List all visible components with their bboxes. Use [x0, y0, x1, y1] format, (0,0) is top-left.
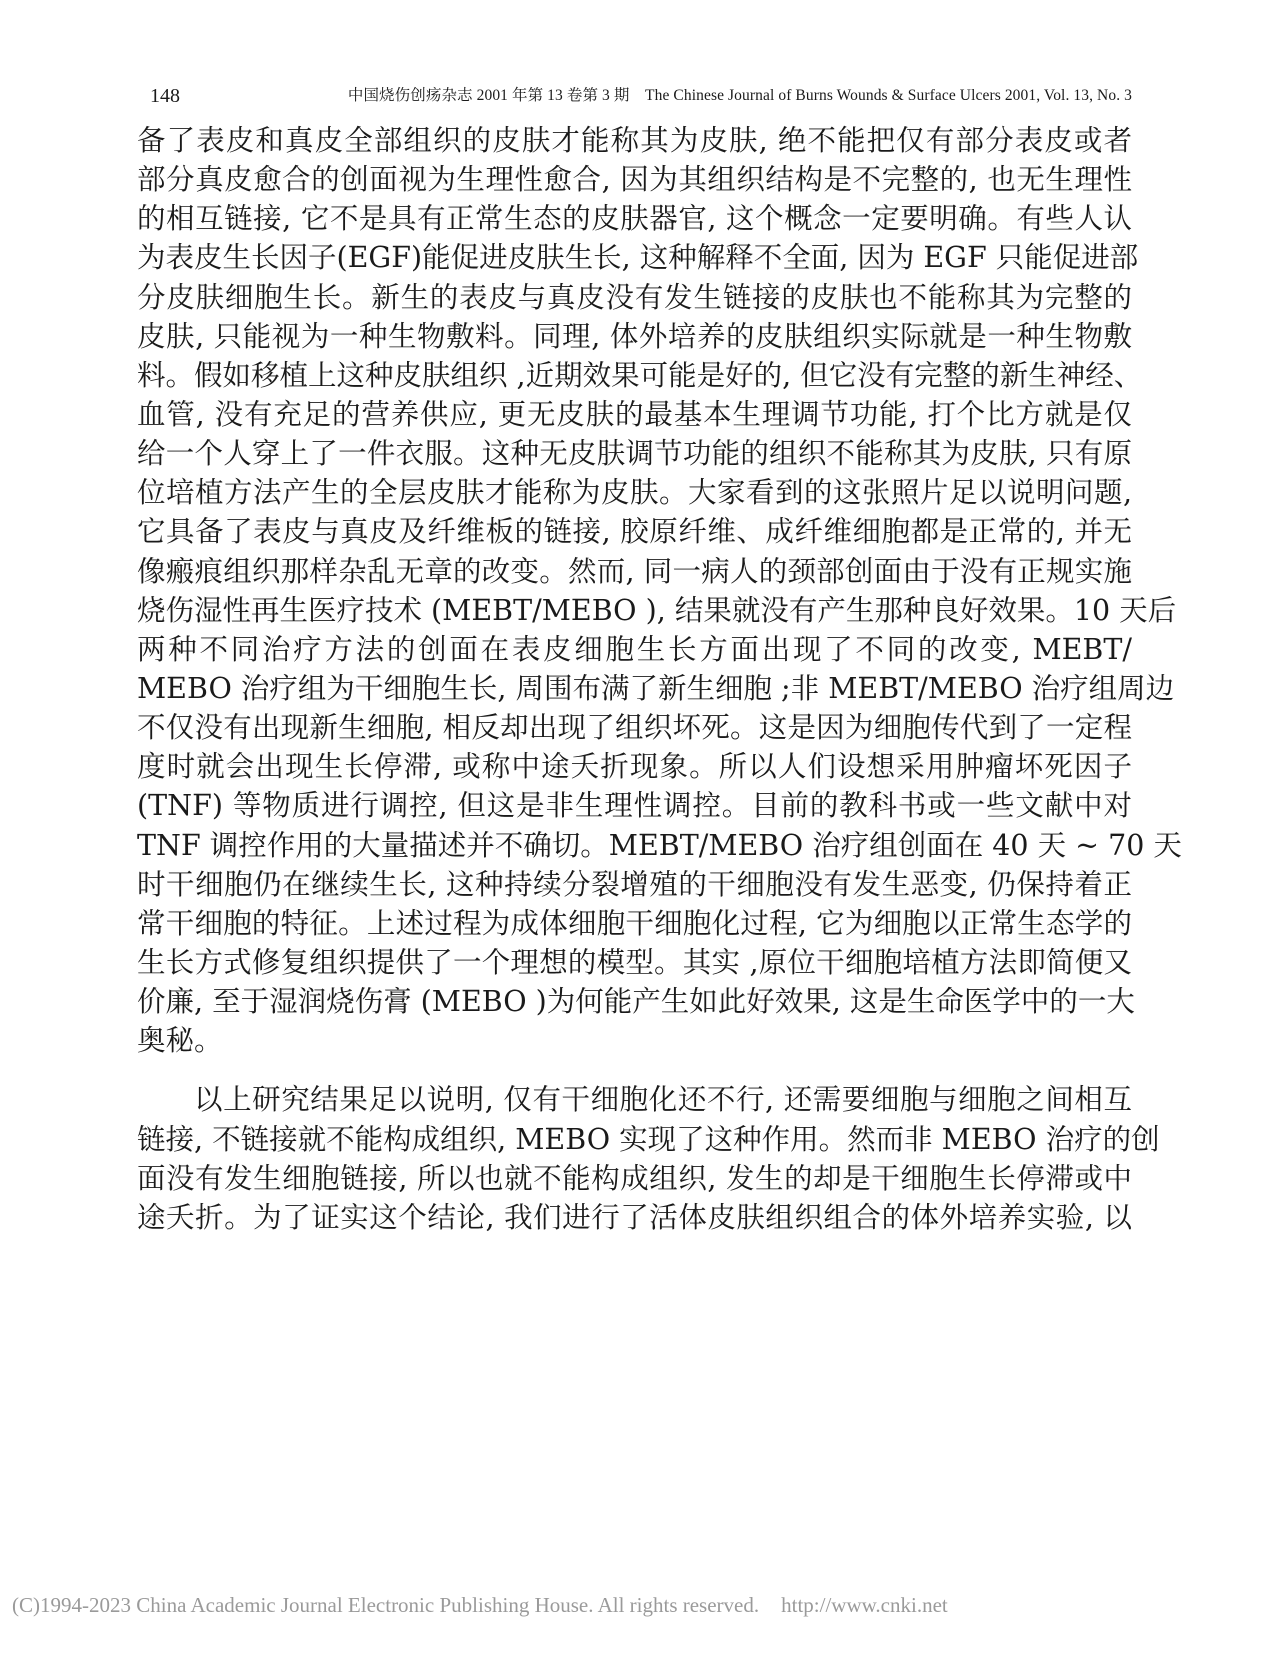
page-number: 148	[150, 85, 180, 107]
text-line: 度时就会出现生长停滞, 或称中途夭折现象。所以人们设想采用肿瘤坏死因子	[137, 750, 1132, 784]
copyright-footer	[12, 1592, 948, 1618]
text-line: 血管, 没有充足的营养供应, 更无皮肤的最基本生理调节功能, 打个比方就是仅	[137, 397, 1132, 431]
paragraph-2	[137, 1080, 1160, 1237]
text-line: 料。假如移植上这种皮肤组织 ,近期效果可能是好的, 但它没有完整的新生神经、	[137, 358, 1143, 392]
text-line: 为表皮生长因子(EGF)能促进皮肤生长, 这种解释不全面, 因为 EGF 只能促进部	[137, 241, 1139, 275]
text-line: MEBO 治疗组为干细胞生长, 周围布满了新生细胞 ;非 MEBT/MEBO 治疗组周边	[137, 671, 1175, 705]
text-line: 两种不同治疗方法的创面在表皮细胞生长方面出现了不同的改变, MEBT/	[137, 632, 1132, 666]
text-line: 奥秘。	[137, 1024, 223, 1058]
footer-url: http://www.cnki.net	[781, 1593, 948, 1617]
text-line: 它具备了表皮与真皮及纤维板的链接, 胶原纤维、成纤维细胞都是正常的, 并无	[137, 515, 1132, 549]
text-line: 时干细胞仍在继续生长, 这种持续分裂增殖的干细胞没有发生恶变, 仍保持着正	[137, 867, 1132, 901]
text-line: 链接, 不链接就不能构成组织, MEBO 实现了这种作用。然而非 MEBO 治疗的创	[137, 1122, 1160, 1156]
running-header	[150, 84, 1132, 114]
text-line: 给一个人穿上了一件衣服。这种无皮肤调节功能的组织不能称其为皮肤, 只有原	[137, 437, 1132, 471]
text-line: 价廉, 至于湿润烧伤膏 (MEBO )为何能产生如此好效果, 这是生命医学中的一大	[137, 985, 1135, 1019]
text-line: 皮肤, 只能视为一种生物敷料。同理, 体外培养的皮肤组织实际就是一种生物敷	[137, 319, 1132, 353]
text-line: 位培植方法产生的全层皮肤才能称为皮肤。大家看到的这张照片足以说明问题,	[137, 476, 1132, 510]
text-line: 以上研究结果足以说明, 仅有干细胞化还不行, 还需要细胞与细胞之间相互	[194, 1083, 1132, 1117]
article-body	[137, 121, 1182, 1237]
paragraph-spacer	[137, 1060, 1132, 1080]
text-line: 面没有发生细胞链接, 所以也就不能构成组织, 发生的却是干细胞生长停滞或中	[137, 1161, 1132, 1195]
text-line: 部分真皮愈合的创面视为生理性愈合, 因为其组织结构是不完整的, 也无生理性	[137, 163, 1132, 197]
text-line: 的相互链接, 它不是具有正常生态的皮肤器官, 这个概念一定要明确。有些人认	[137, 202, 1132, 236]
journal-running-head: 中国烧伤创疡杂志 2001 年第 13 卷第 3 期 The Chinese Journal of Burns Wounds & Surface Ulcers 2001, Vol. 13, No. 3	[347, 87, 1132, 104]
text-line: 分皮肤细胞生长。新生的表皮与真皮没有发生链接的皮肤也不能称其为完整的	[137, 280, 1132, 314]
text-line: 不仅没有出现新生细胞, 相反却出现了组织坏死。这是因为细胞传代到了一定程	[137, 711, 1132, 745]
text-line: 备了表皮和真皮全部组织的皮肤才能称其为皮肤, 绝不能把仅有部分表皮或者	[137, 124, 1132, 157]
text-line: 烧伤湿性再生医疗技术 (MEBT/MEBO ), 结果就没有产生那种良好效果。10 天后	[137, 593, 1177, 627]
text-line: 生长方式修复组织提供了一个理想的模型。其实 ,原位干细胞培植方法即简便又	[137, 945, 1132, 979]
copyright-text: (C)1994-2023 China Academic Journal Electronic Publishing House. All rights reserved.	[12, 1593, 760, 1617]
text-line: (TNF) 等物质进行调控, 但这是非生理性调控。目前的教科书或一些文献中对	[137, 789, 1132, 823]
text-line: TNF 调控作用的大量描述并不确切。MEBT/MEBO 治疗组创面在 40 天 ~ 70 天	[137, 828, 1182, 862]
paragraph-1	[137, 121, 1182, 1060]
text-line: 常干细胞的特征。上述过程为成体细胞干细胞化过程, 它为细胞以正常生态学的	[137, 906, 1132, 940]
text-line: 途夭折。为了证实这个结论, 我们进行了活体皮肤组织组合的体外培养实验, 以	[137, 1200, 1132, 1234]
text-line: 像瘢痕组织那样杂乱无章的改变。然而, 同一病人的颈部创面由于没有正规实施	[137, 554, 1132, 588]
